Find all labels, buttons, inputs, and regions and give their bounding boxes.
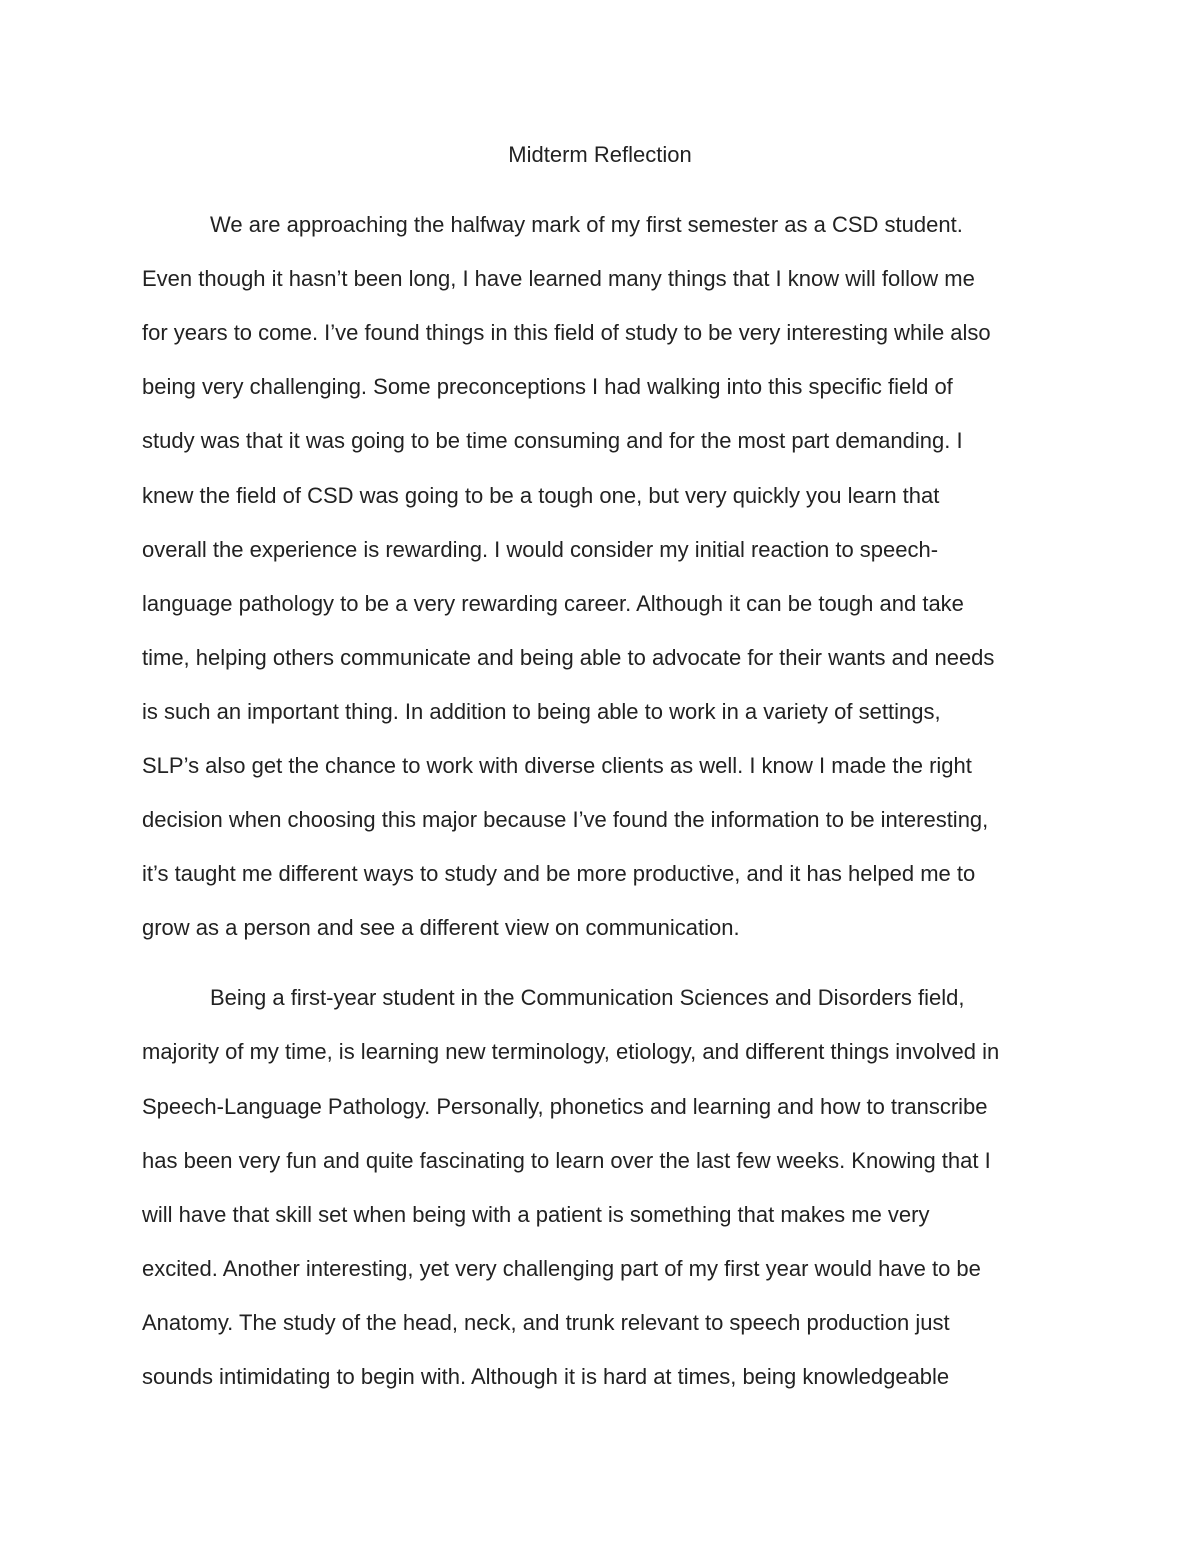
paragraph-2-line: will have that skill set when being with a patient is something that makes me very [142,1202,930,1227]
paragraph-1-line: knew the field of CSD was going to be a tough one, but very quickly you learn that [142,483,940,508]
paragraph-1-line: for years to come. I’ve found things in this field of study to be very interesting while also [142,320,991,345]
paragraph-1-line: decision when choosing this major because I’ve found the information to be interesting, [142,807,989,832]
paragraph-2-line: Being a first-year student in the Communication Sciences and Disorders field, [210,985,965,1010]
paragraph-1-line: overall the experience is rewarding. I would consider my initial reaction to speech- [142,537,939,562]
paragraph-2-line: Anatomy. The study of the head, neck, and trunk relevant to speech production just [142,1310,950,1335]
paragraph-2-line: excited. Another interesting, yet very challenging part of my first year would have to be [142,1256,981,1281]
paragraph-2-line: Speech-Language Pathology. Personally, phonetics and learning and how to transcribe [142,1094,988,1119]
paragraph-1-line: Even though it hasn’t been long, I have learned many things that I know will follow me [142,266,975,291]
document-title: Midterm Reflection [508,142,692,167]
paragraph-1-line: SLP’s also get the chance to work with diverse clients as well. I know I made the right [142,753,972,778]
paragraph-1-line: language pathology to be a very rewarding career. Although it can be tough and take [142,591,964,616]
paragraph-2-line: sounds intimidating to begin with. Although it is hard at times, being knowledgeable [142,1364,950,1389]
paragraph-1-line: time, helping others communicate and being able to advocate for their wants and needs [142,645,995,670]
paragraph-2-line: has been very fun and quite fascinating to learn over the last few weeks. Knowing that I [142,1148,991,1173]
paragraph-1-line: being very challenging. Some preconceptions I had walking into this specific field of [142,374,953,399]
paragraph-1-line: is such an important thing. In addition to being able to work in a variety of settings, [142,699,941,724]
paragraph-1-line: study was that it was going to be time consuming and for the most part demanding. I [142,428,963,453]
paragraph-1-line: We are approaching the halfway mark of my first semester as a CSD student. [210,212,963,237]
paragraph-1-line: it’s taught me different ways to study and be more productive, and it has helped me to [142,861,976,886]
paragraph-1-line: grow as a person and see a different view on communication. [142,915,740,940]
paragraph-2-line: majority of my time, is learning new terminology, etiology, and different things involved in [142,1039,1000,1064]
